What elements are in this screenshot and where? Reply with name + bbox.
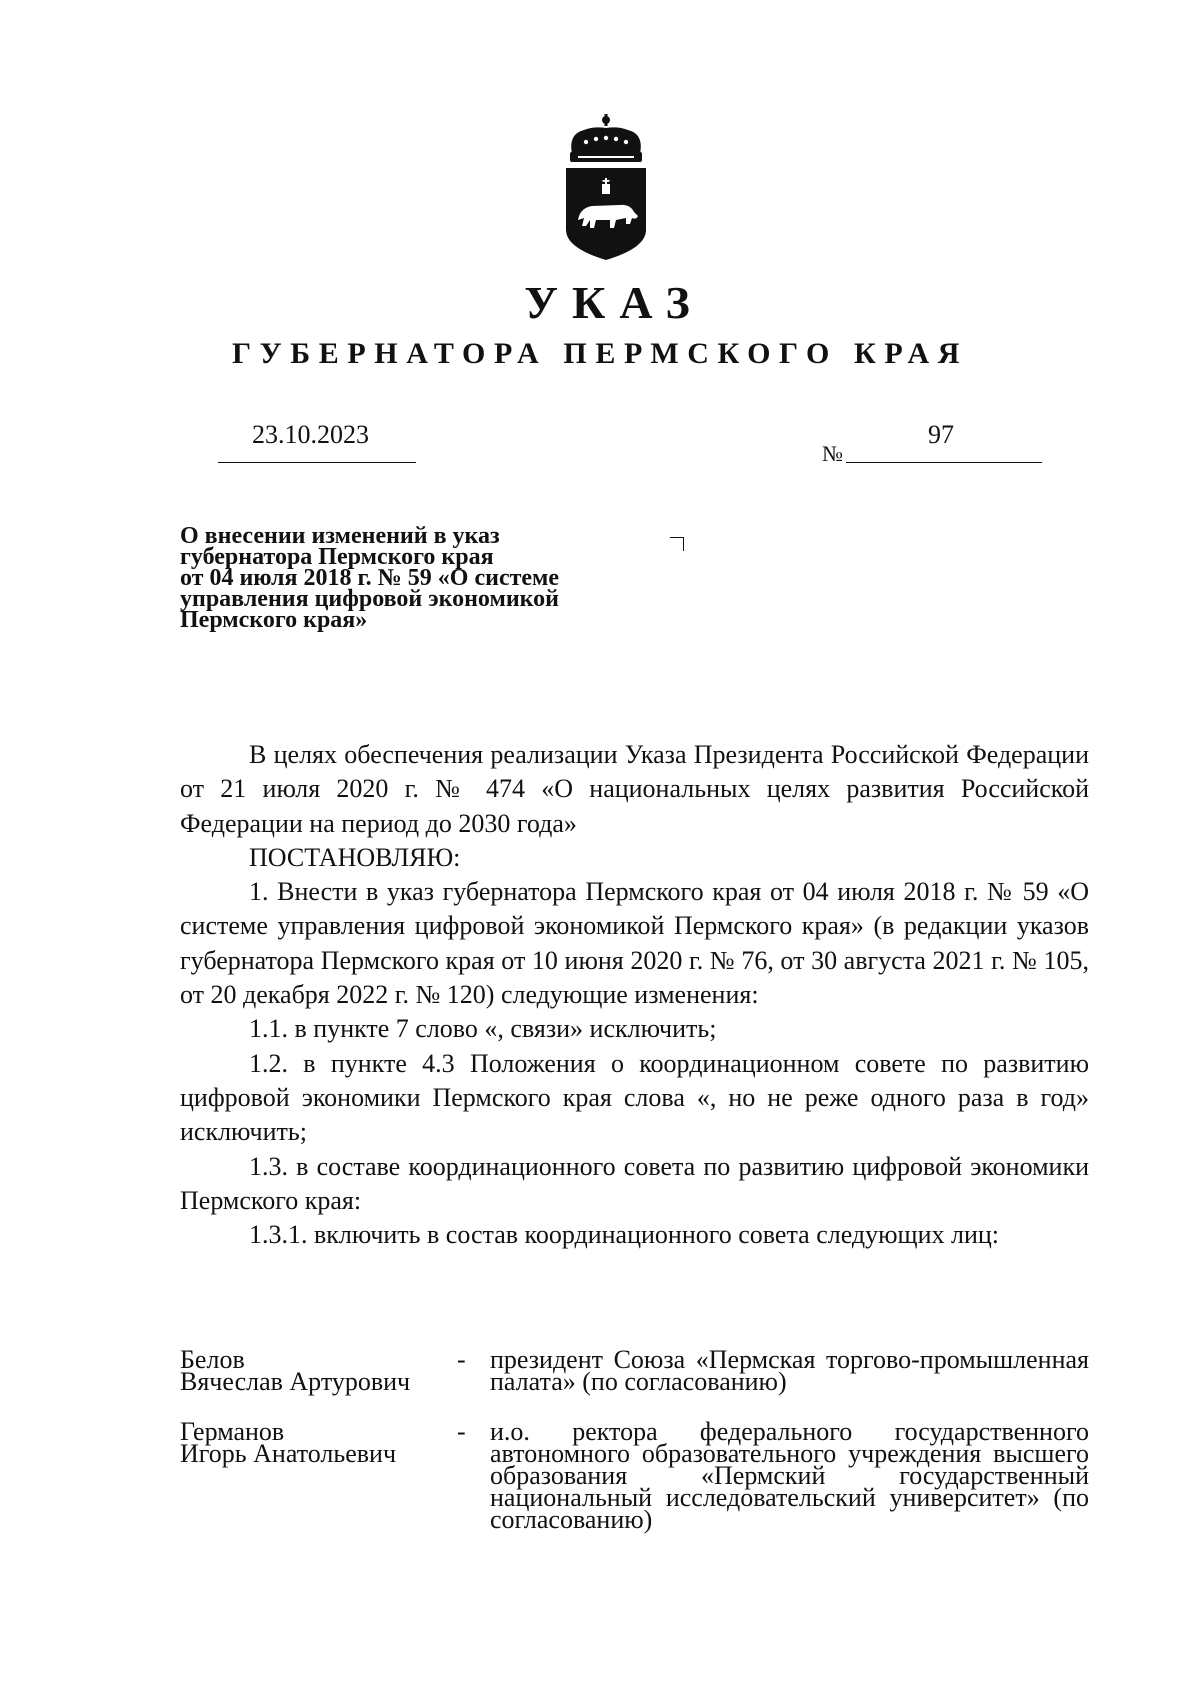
document-title: УКАЗ: [524, 277, 704, 328]
member-role: президент Союза «Пермская торгово-промышленная палата» (по согласованию): [490, 1345, 1089, 1396]
subject-line: губернатора Пермского края: [180, 544, 494, 570]
subject-line: О внесении изменений в указ: [180, 523, 500, 549]
item-1-3-1-paragraph: 1.3.1. включить в состав координационного совета следующих лиц:: [249, 1220, 1000, 1250]
list-item: [180, 1345, 1089, 1396]
member-given-names: Вячеслав Артурович: [180, 1367, 411, 1396]
item-1-2-paragraph: 1.2. в пункте 4.3 Положения о координационном совете по развитию цифровой экономики Пермского края слова «, но не реже одного раза в год» исключить;: [180, 1048, 1089, 1147]
coat-of-arms-icon: [558, 112, 654, 262]
member-dash: -: [457, 1345, 466, 1374]
date-underline: [218, 462, 416, 463]
decree-keyword: ПОСТАНОВЛЯЮ:: [249, 842, 461, 872]
document-issuer: ГУБЕРНАТОРА ПЕРМСКОГО КРАЯ: [231, 337, 968, 370]
member-surname: Германов: [180, 1417, 285, 1446]
number-sign: №: [822, 441, 843, 466]
number-underline: [846, 462, 1042, 463]
decree-date: 23.10.2023: [252, 420, 369, 449]
member-name: [180, 1345, 440, 1396]
item-1-3-paragraph: 1.3. в составе координационного совета по развитию цифровой экономики Пермского края:: [180, 1151, 1089, 1215]
subject-corner-mark: [670, 537, 684, 551]
subject-line: Пермского края»: [180, 607, 368, 633]
decree-subject: [180, 523, 700, 633]
subject-line: управления цифровой экономикой: [180, 586, 559, 612]
decree-number: 97: [928, 420, 954, 449]
decree-body: [180, 738, 1089, 1252]
member-role: и.о. ректора федерального государственного автономного образовательного учреждения высшего образования «Пермский государственный национальный исследовательский университет» (по согласованию): [490, 1417, 1089, 1534]
item-1-paragraph: 1. Внести в указ губернатора Пермского края от 04 июля 2018 г. № 59 «О системе управления цифровой экономикой Пермского края» (в редакции указов губернатора Пермского края от 10 июня 2020 г. № 76, от 30 августа 2021 г. № 105, от 20 декабря 2022 г. № 120) следующие изменения:: [180, 877, 1089, 1010]
member-surname: Белов: [180, 1345, 245, 1374]
member-dash: -: [457, 1417, 466, 1446]
subject-line: от 04 июля 2018 г. № 59 «О системе: [180, 565, 560, 591]
preamble-paragraph: В целях обеспечения реализации Указа Президента Российской Федерации от 21 июля 2020 г. № 474 «О национальных целях развития Российской Федерации на период до 2030 года»: [180, 740, 1089, 838]
member-given-names: Игорь Анатольевич: [180, 1439, 397, 1468]
item-1-1-paragraph: 1.1. в пункте 7 слово «, связи» исключить;: [249, 1014, 717, 1044]
list-item: [180, 1417, 1089, 1534]
council-members-list: [180, 1345, 1089, 1534]
member-name: [180, 1417, 440, 1468]
